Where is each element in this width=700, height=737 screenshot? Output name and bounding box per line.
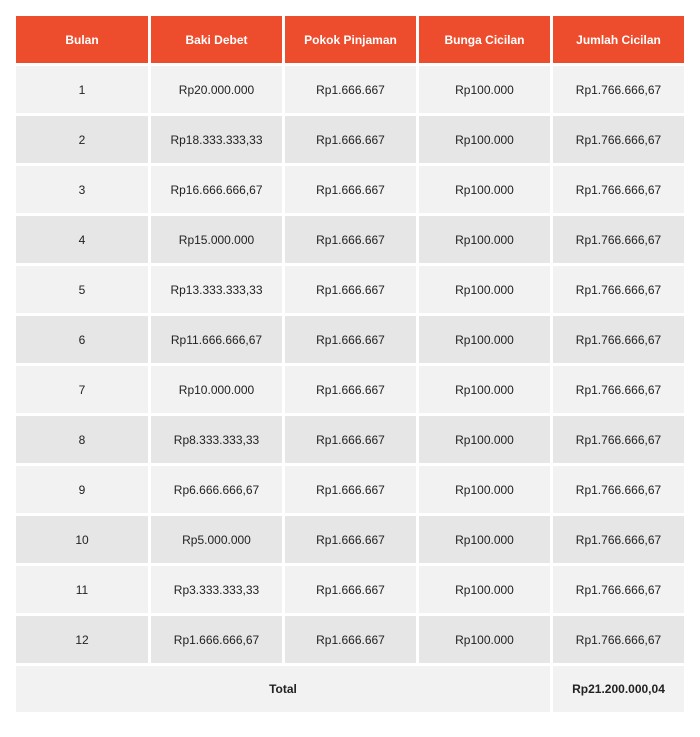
cell-baki-debet: Rp6.666.666,67: [151, 466, 282, 513]
cell-bunga-cicilan: Rp100.000: [419, 116, 550, 163]
header-jumlah-cicilan: Jumlah Cicilan: [553, 16, 684, 63]
cell-jumlah-cicilan: Rp1.766.666,67: [553, 66, 684, 113]
cell-jumlah-cicilan: Rp1.766.666,67: [553, 116, 684, 163]
cell-baki-debet: Rp8.333.333,33: [151, 416, 282, 463]
cell-bulan: 11: [16, 566, 148, 613]
table-row: [16, 616, 684, 663]
cell-bulan: 10: [16, 516, 148, 563]
header-baki-debet: Baki Debet: [151, 16, 282, 63]
table-row: [16, 466, 684, 513]
cell-pokok-pinjaman: Rp1.666.667: [285, 516, 416, 563]
total-value: Rp21.200.000,04: [553, 666, 684, 712]
table-row: [16, 566, 684, 613]
cell-jumlah-cicilan: Rp1.766.666,67: [553, 216, 684, 263]
cell-bunga-cicilan: Rp100.000: [419, 466, 550, 513]
table-header: [16, 16, 684, 63]
cell-baki-debet: Rp16.666.666,67: [151, 166, 282, 213]
cell-jumlah-cicilan: Rp1.766.666,67: [553, 566, 684, 613]
cell-pokok-pinjaman: Rp1.666.667: [285, 616, 416, 663]
cell-bulan: 5: [16, 266, 148, 313]
cell-bunga-cicilan: Rp100.000: [419, 416, 550, 463]
cell-pokok-pinjaman: Rp1.666.667: [285, 216, 416, 263]
cell-bunga-cicilan: Rp100.000: [419, 566, 550, 613]
header-row: [16, 16, 684, 63]
cell-pokok-pinjaman: Rp1.666.667: [285, 416, 416, 463]
header-bunga-cicilan: Bunga Cicilan: [419, 16, 550, 63]
cell-bulan: 1: [16, 66, 148, 113]
cell-pokok-pinjaman: Rp1.666.667: [285, 116, 416, 163]
cell-pokok-pinjaman: Rp1.666.667: [285, 266, 416, 313]
cell-pokok-pinjaman: Rp1.666.667: [285, 466, 416, 513]
total-row: [16, 666, 684, 712]
cell-baki-debet: Rp10.000.000: [151, 366, 282, 413]
cell-bunga-cicilan: Rp100.000: [419, 216, 550, 263]
cell-jumlah-cicilan: Rp1.766.666,67: [553, 166, 684, 213]
cell-bunga-cicilan: Rp100.000: [419, 316, 550, 363]
cell-jumlah-cicilan: Rp1.766.666,67: [553, 516, 684, 563]
cell-jumlah-cicilan: Rp1.766.666,67: [553, 416, 684, 463]
cell-bulan: 6: [16, 316, 148, 363]
cell-baki-debet: Rp5.000.000: [151, 516, 282, 563]
table-row: [16, 316, 684, 363]
cell-pokok-pinjaman: Rp1.666.667: [285, 366, 416, 413]
cell-pokok-pinjaman: Rp1.666.667: [285, 66, 416, 113]
table-row: [16, 266, 684, 313]
cell-bulan: 9: [16, 466, 148, 513]
table-row: [16, 66, 684, 113]
cell-bulan: 4: [16, 216, 148, 263]
cell-baki-debet: Rp13.333.333,33: [151, 266, 282, 313]
table-row: [16, 416, 684, 463]
cell-pokok-pinjaman: Rp1.666.667: [285, 316, 416, 363]
cell-pokok-pinjaman: Rp1.666.667: [285, 566, 416, 613]
loan-installment-table: [13, 13, 687, 715]
table-footer: [16, 666, 684, 712]
cell-baki-debet: Rp20.000.000: [151, 66, 282, 113]
cell-bunga-cicilan: Rp100.000: [419, 266, 550, 313]
cell-baki-debet: Rp18.333.333,33: [151, 116, 282, 163]
cell-bunga-cicilan: Rp100.000: [419, 66, 550, 113]
table-row: [16, 166, 684, 213]
total-label: Total: [16, 666, 550, 712]
cell-bulan: 2: [16, 116, 148, 163]
cell-baki-debet: Rp3.333.333,33: [151, 566, 282, 613]
header-bulan: Bulan: [16, 16, 148, 63]
cell-bulan: 7: [16, 366, 148, 413]
cell-jumlah-cicilan: Rp1.766.666,67: [553, 616, 684, 663]
cell-jumlah-cicilan: Rp1.766.666,67: [553, 366, 684, 413]
header-pokok-pinjaman: Pokok Pinjaman: [285, 16, 416, 63]
table-row: [16, 366, 684, 413]
cell-jumlah-cicilan: Rp1.766.666,67: [553, 316, 684, 363]
cell-bunga-cicilan: Rp100.000: [419, 616, 550, 663]
cell-bunga-cicilan: Rp100.000: [419, 166, 550, 213]
cell-bunga-cicilan: Rp100.000: [419, 516, 550, 563]
cell-jumlah-cicilan: Rp1.766.666,67: [553, 466, 684, 513]
table-body: [16, 66, 684, 663]
cell-jumlah-cicilan: Rp1.766.666,67: [553, 266, 684, 313]
cell-bulan: 8: [16, 416, 148, 463]
table-row: [16, 116, 684, 163]
table-row: [16, 216, 684, 263]
cell-baki-debet: Rp11.666.666,67: [151, 316, 282, 363]
cell-bunga-cicilan: Rp100.000: [419, 366, 550, 413]
cell-baki-debet: Rp1.666.666,67: [151, 616, 282, 663]
cell-bulan: 12: [16, 616, 148, 663]
table-row: [16, 516, 684, 563]
cell-bulan: 3: [16, 166, 148, 213]
cell-pokok-pinjaman: Rp1.666.667: [285, 166, 416, 213]
cell-baki-debet: Rp15.000.000: [151, 216, 282, 263]
